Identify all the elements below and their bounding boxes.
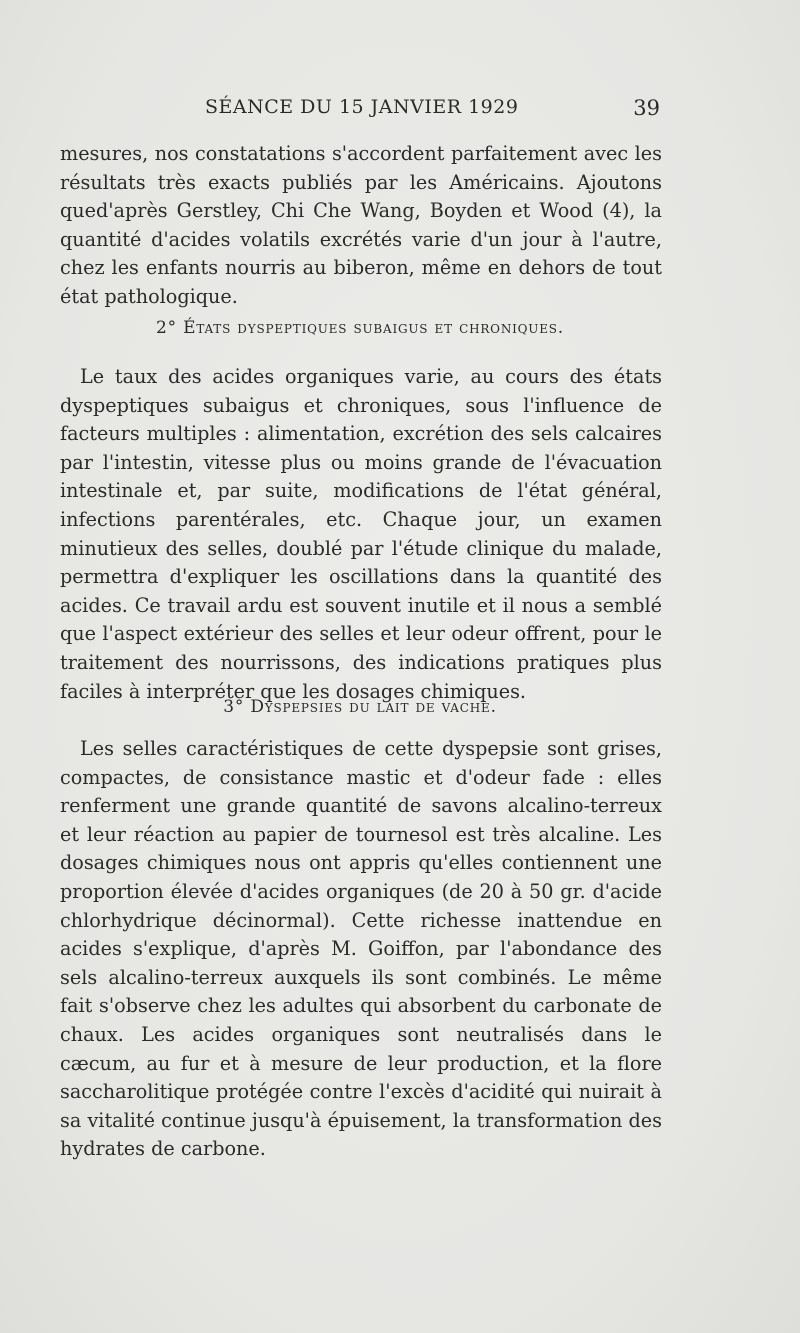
running-head: [60, 96, 660, 124]
section-heading-3: 3° Dyspepsies du lait de vache.: [223, 697, 497, 717]
page-number: 39: [633, 96, 660, 120]
section-heading-2: 2° États dyspeptiques subaigus et chroniques.: [155, 318, 564, 338]
running-head-title: SÉANCE DU 15 JANVIER 1929: [205, 96, 519, 118]
paragraph-2: Le taux des acides organiques varie, au cours des états dyspeptiques subaigus et chroniques, sous l'influence de facteurs multiples : alimentation, excrétion des sels calcaires par l'intestin, vitesse plus ou moins grande de l'évacuation intestinale et, par suite, modifications de l'état général, infections parentérales, etc. Chaque jour, un examen minutieux des selles, doublé par l'étude clinique du malade, permettra d'expliquer les oscillations dans la quantité des acides. Ce travail ardu est souvent inutile et il nous a semblé que l'aspect extérieur des selles et leur odeur offrent, pour le traitement des nourrissons, des indications pratiques plus faciles à interpréter que les dosages chimiques.: [60, 365, 662, 703]
paragraph-block-1: [60, 140, 662, 312]
paragraph-block-2: [60, 363, 662, 706]
paragraph-3: Les selles caractéristiques de cette dyspepsie sont grises, compactes, de consistance mastic et d'odeur fade : elles renferment une grande quantité de savons alcalino-terreux et leur réaction au papier de tournesol est très alcaline. Les dosages chimiques nous ont appris qu'elles contiennent une proportion élevée d'acides organiques (de 20 à 50 gr. d'acide chlorhydrique décinormal). Cette richesse inattendue en acides s'explique, d'après M. Goiffon, par l'abondance des sels alcalino-terreux auxquels ils sont combinés. Le même fait s'observe chez les adultes qui absorbent du carbonate de chaux. Les acides organiques sont neutralisés dans le cæcum, au fur et à mesure de leur production, et la flore saccharolitique protégée contre l'excès d'acidité qui nuirait à sa vitalité continue jusqu'à épuisement, la transformation des hydrates de carbone.: [60, 737, 662, 1161]
paragraph-1: mesures, nos constatations s'accordent parfaitement avec les résultats très exacts publiés par les Américains. Ajoutons qued'après Gerstley, Chi Che Wang, Boyden et Wood (4), la quantité d'acides volatils excrétés varie d'un jour à l'autre, chez les enfants nourris au biberon, même en dehors de tout état pathologique.: [60, 142, 662, 308]
paragraph-block-3: [60, 735, 662, 1164]
